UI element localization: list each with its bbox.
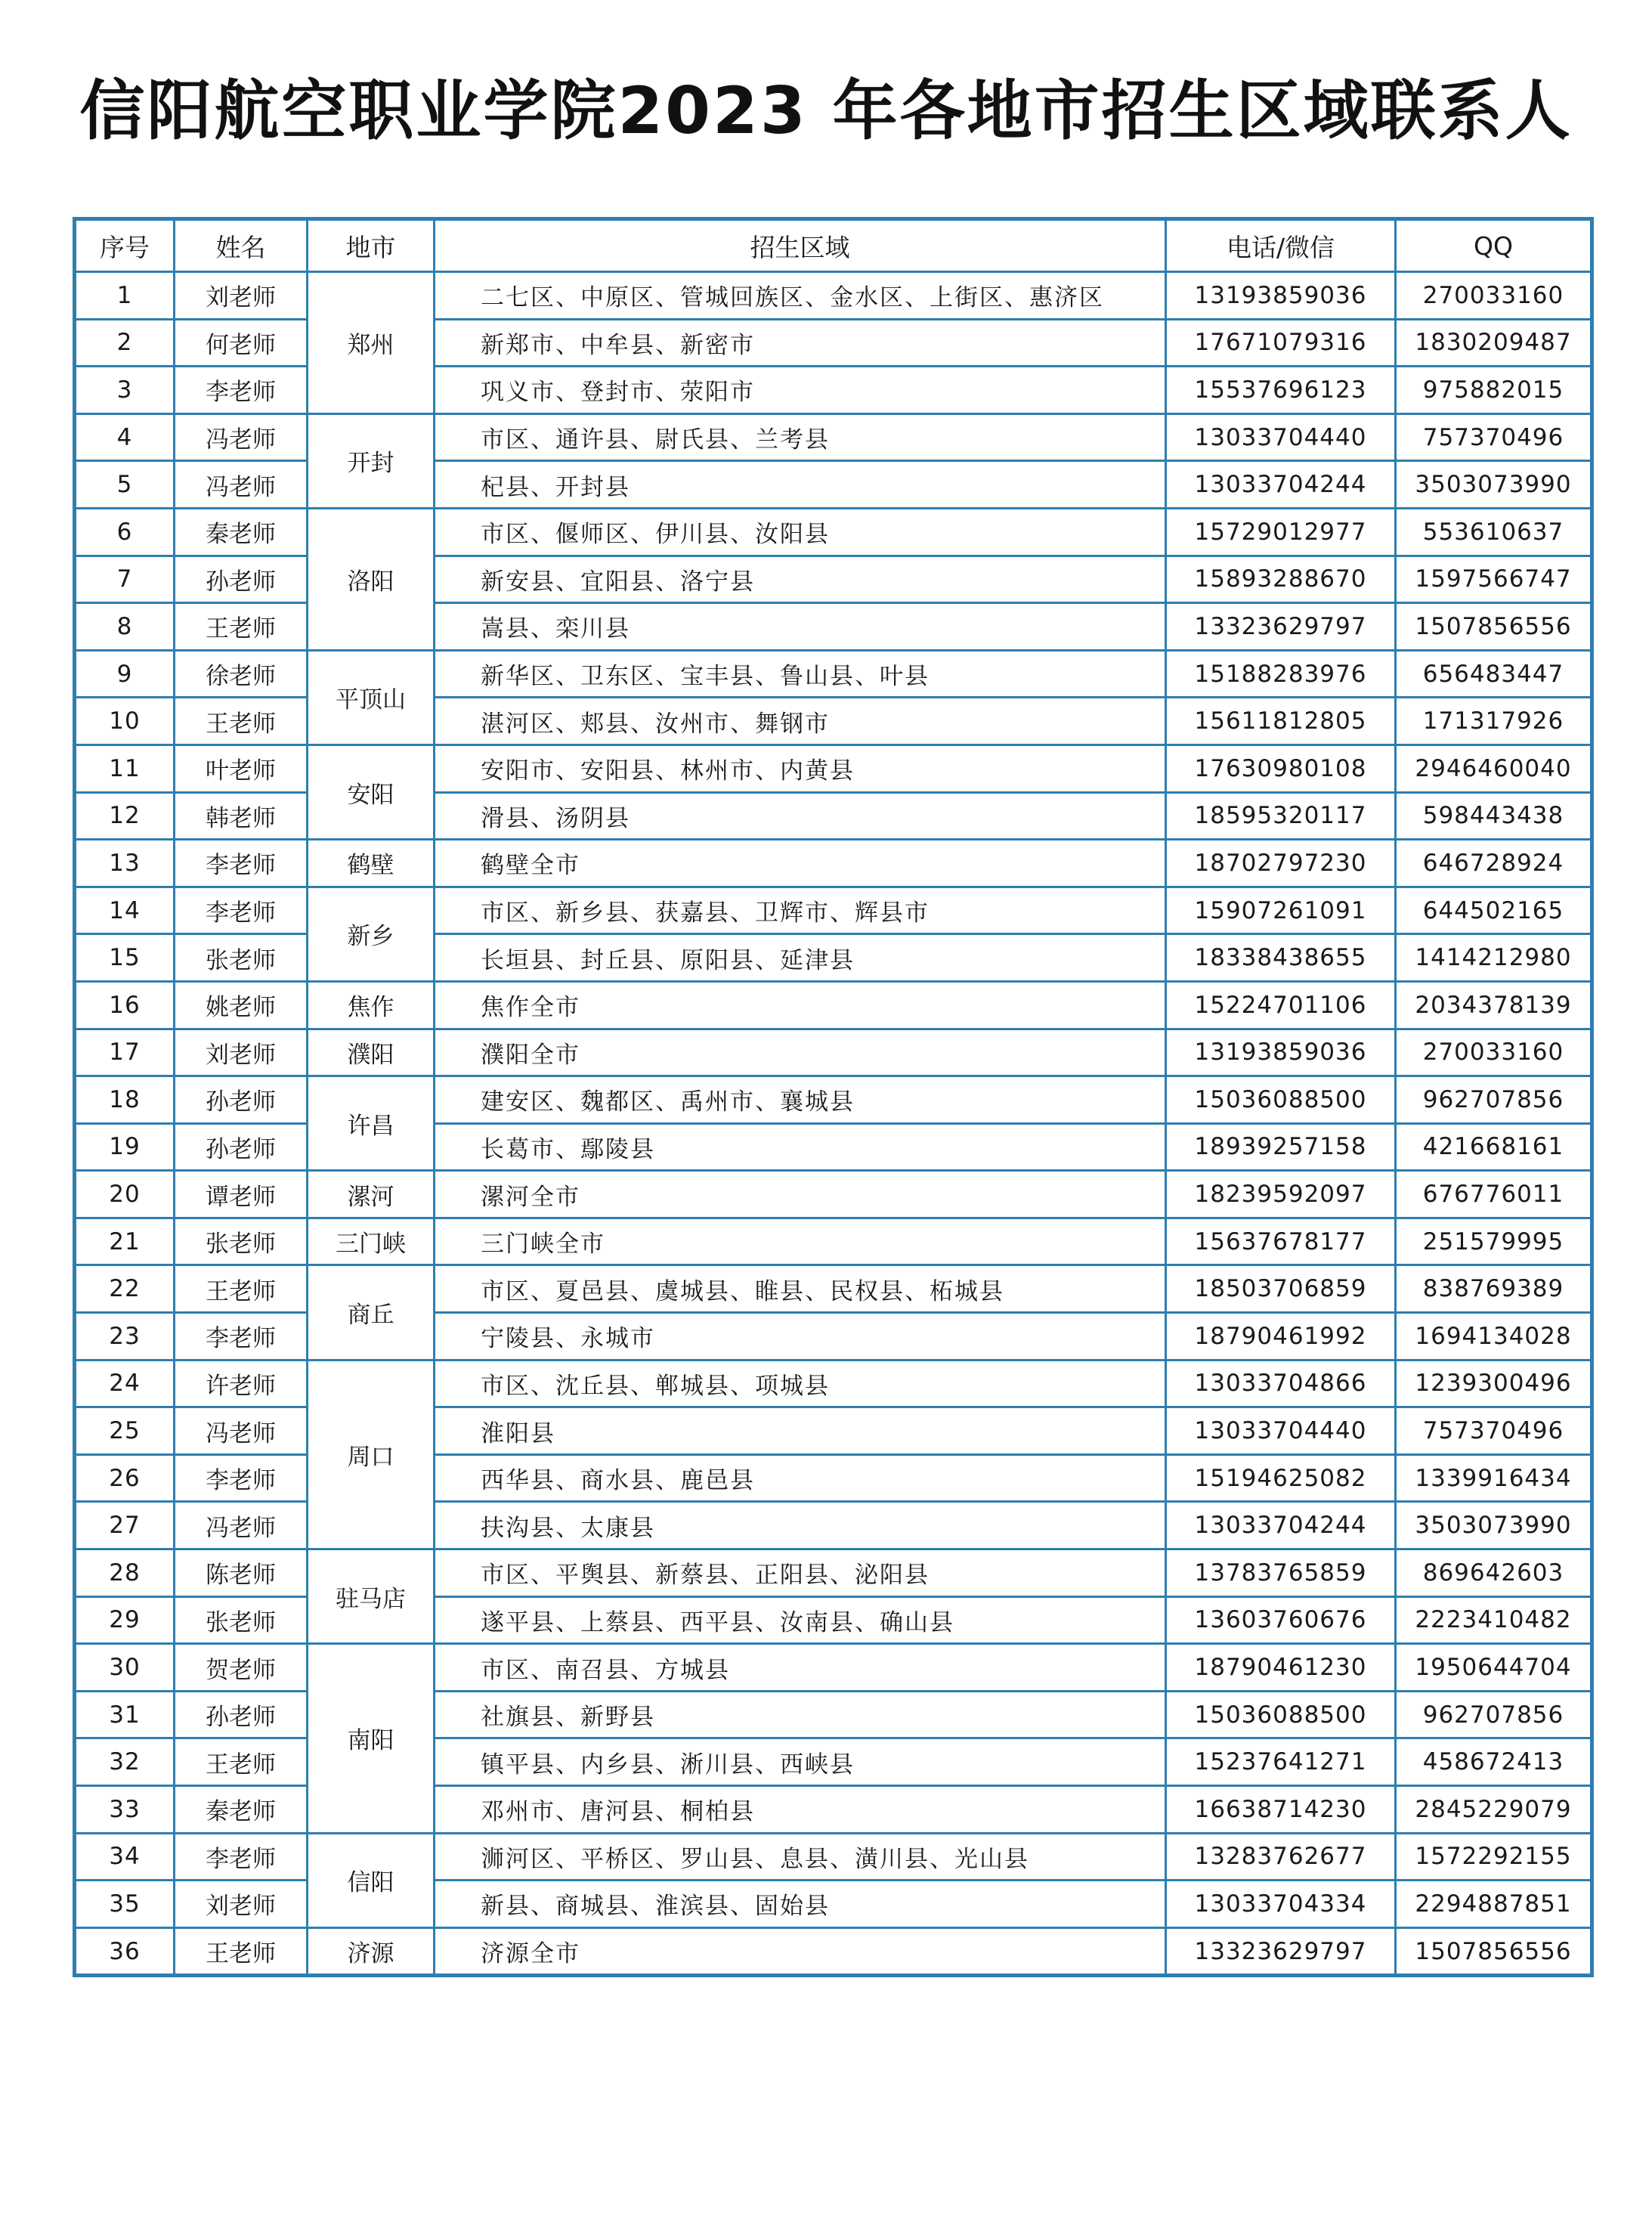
contact-name: 刘老师 xyxy=(175,1881,308,1928)
city-cell: 安阳 xyxy=(308,745,435,839)
table-row xyxy=(75,698,1592,745)
phone-wechat: 18790461992 xyxy=(1166,1313,1396,1361)
header-name: 姓名 xyxy=(175,219,308,272)
row-number: 31 xyxy=(75,1691,175,1738)
qq-number: 1572292155 xyxy=(1396,1833,1592,1881)
city-cell: 洛阳 xyxy=(308,508,435,650)
table-row xyxy=(75,1123,1592,1171)
row-number: 8 xyxy=(75,603,175,651)
header-no: 序号 xyxy=(75,219,175,272)
table-row xyxy=(75,1833,1592,1881)
header-phone: 电话/微信 xyxy=(1166,219,1396,272)
row-number: 22 xyxy=(75,1265,175,1313)
table-row xyxy=(75,1596,1592,1644)
phone-wechat: 13283762677 xyxy=(1166,1833,1396,1881)
qq-number: 757370496 xyxy=(1396,1407,1592,1455)
contact-name: 王老师 xyxy=(175,1265,308,1313)
contact-name: 何老师 xyxy=(175,319,308,367)
table-row xyxy=(75,887,1592,934)
qq-number: 2845229079 xyxy=(1396,1786,1592,1834)
table-row xyxy=(75,1171,1592,1218)
recruit-area: 长葛市、鄢陵县 xyxy=(435,1123,1166,1171)
contact-name: 冯老师 xyxy=(175,1502,308,1549)
table-row xyxy=(75,840,1592,887)
recruit-area: 扶沟县、太康县 xyxy=(435,1502,1166,1549)
contact-name: 姚老师 xyxy=(175,981,308,1029)
qq-number: 975882015 xyxy=(1396,367,1592,414)
city-cell: 驻马店 xyxy=(308,1549,435,1644)
qq-number: 251579995 xyxy=(1396,1218,1592,1265)
row-number: 3 xyxy=(75,367,175,414)
phone-wechat: 15237641271 xyxy=(1166,1738,1396,1786)
qq-number: 1694134028 xyxy=(1396,1313,1592,1361)
table-row xyxy=(75,1502,1592,1549)
contact-name: 叶老师 xyxy=(175,745,308,792)
contact-name: 张老师 xyxy=(175,1218,308,1265)
recruit-area: 西华县、商水县、鹿邑县 xyxy=(435,1454,1166,1502)
recruit-area: 长垣县、封丘县、原阳县、延津县 xyxy=(435,934,1166,982)
row-number: 2 xyxy=(75,319,175,367)
table-body xyxy=(75,272,1592,1976)
recruit-area: 新安县、宜阳县、洛宁县 xyxy=(435,556,1166,603)
qq-number: 1414212980 xyxy=(1396,934,1592,982)
table-row xyxy=(75,1218,1592,1265)
phone-wechat: 15188283976 xyxy=(1166,650,1396,698)
header-row xyxy=(75,219,1592,272)
contact-name: 陈老师 xyxy=(175,1549,308,1597)
recruit-area: 新县、商城县、淮滨县、固始县 xyxy=(435,1881,1166,1928)
recruit-area: 滑县、汤阴县 xyxy=(435,792,1166,840)
contact-name: 刘老师 xyxy=(175,1029,308,1076)
table-row xyxy=(75,1927,1592,1976)
contact-name: 李老师 xyxy=(175,840,308,887)
contact-name: 孙老师 xyxy=(175,1123,308,1171)
row-number: 35 xyxy=(75,1881,175,1928)
qq-number: 3503073990 xyxy=(1396,1502,1592,1549)
qq-number: 1239300496 xyxy=(1396,1360,1592,1407)
table-row xyxy=(75,1644,1592,1692)
phone-wechat: 16638714230 xyxy=(1166,1786,1396,1834)
table-row xyxy=(75,603,1592,651)
table-row xyxy=(75,1265,1592,1313)
city-cell: 开封 xyxy=(308,413,435,508)
phone-wechat: 18338438655 xyxy=(1166,934,1396,982)
city-cell: 新乡 xyxy=(308,887,435,981)
qq-number: 644502165 xyxy=(1396,887,1592,934)
contact-name: 刘老师 xyxy=(175,272,308,320)
phone-wechat: 13033704244 xyxy=(1166,461,1396,509)
recruit-area: 嵩县、栾川县 xyxy=(435,603,1166,651)
phone-wechat: 17671079316 xyxy=(1166,319,1396,367)
table-row xyxy=(75,1549,1592,1597)
recruit-area: 杞县、开封县 xyxy=(435,461,1166,509)
table-row xyxy=(75,1029,1592,1076)
qq-number: 869642603 xyxy=(1396,1549,1592,1597)
qq-number: 962707856 xyxy=(1396,1691,1592,1738)
recruit-area: 焦作全市 xyxy=(435,981,1166,1029)
recruit-area: 湛河区、郏县、汝州市、舞钢市 xyxy=(435,698,1166,745)
row-number: 12 xyxy=(75,792,175,840)
row-number: 19 xyxy=(75,1123,175,1171)
table-row xyxy=(75,319,1592,367)
recruit-area: 濮阳全市 xyxy=(435,1029,1166,1076)
contact-name: 王老师 xyxy=(175,1738,308,1786)
row-number: 23 xyxy=(75,1313,175,1361)
contact-name: 李老师 xyxy=(175,1833,308,1881)
qq-number: 421668161 xyxy=(1396,1123,1592,1171)
recruit-area: 市区、沈丘县、郸城县、项城县 xyxy=(435,1360,1166,1407)
contact-name: 秦老师 xyxy=(175,508,308,556)
table-row xyxy=(75,1786,1592,1834)
qq-number: 1507856556 xyxy=(1396,1927,1592,1976)
table-row xyxy=(75,272,1592,320)
phone-wechat: 13033704244 xyxy=(1166,1502,1396,1549)
table-row xyxy=(75,1691,1592,1738)
city-cell: 平顶山 xyxy=(308,650,435,745)
contact-name: 孙老师 xyxy=(175,1076,308,1124)
row-number: 14 xyxy=(75,887,175,934)
row-number: 34 xyxy=(75,1833,175,1881)
phone-wechat: 18790461230 xyxy=(1166,1644,1396,1692)
phone-wechat: 18939257158 xyxy=(1166,1123,1396,1171)
header-city: 地市 xyxy=(308,219,435,272)
recruit-area: 济源全市 xyxy=(435,1927,1166,1976)
city-cell: 南阳 xyxy=(308,1644,435,1833)
table-row xyxy=(75,413,1592,461)
contact-name: 李老师 xyxy=(175,1454,308,1502)
contact-name: 秦老师 xyxy=(175,1786,308,1834)
qq-number: 270033160 xyxy=(1396,272,1592,320)
qq-number: 553610637 xyxy=(1396,508,1592,556)
contacts-table xyxy=(73,217,1594,1977)
phone-wechat: 13603760676 xyxy=(1166,1596,1396,1644)
contact-name: 王老师 xyxy=(175,1927,308,1976)
recruit-area: 浉河区、平桥区、罗山县、息县、潢川县、光山县 xyxy=(435,1833,1166,1881)
page-title: 信阳航空职业学院2023 年各地市招生区域联系人 xyxy=(79,73,1573,149)
row-number: 7 xyxy=(75,556,175,603)
table-row xyxy=(75,367,1592,414)
table-row xyxy=(75,556,1592,603)
city-cell: 焦作 xyxy=(308,981,435,1029)
row-number: 27 xyxy=(75,1502,175,1549)
city-cell: 三门峡 xyxy=(308,1218,435,1265)
contact-name: 孙老师 xyxy=(175,556,308,603)
qq-number: 3503073990 xyxy=(1396,461,1592,509)
qq-number: 757370496 xyxy=(1396,413,1592,461)
contact-name: 王老师 xyxy=(175,603,308,651)
phone-wechat: 15036088500 xyxy=(1166,1691,1396,1738)
contact-name: 李老师 xyxy=(175,367,308,414)
phone-wechat: 13033704334 xyxy=(1166,1881,1396,1928)
phone-wechat: 15194625082 xyxy=(1166,1454,1396,1502)
contact-name: 许老师 xyxy=(175,1360,308,1407)
phone-wechat: 15637678177 xyxy=(1166,1218,1396,1265)
contact-name: 贺老师 xyxy=(175,1644,308,1692)
table-row xyxy=(75,1881,1592,1928)
row-number: 29 xyxy=(75,1596,175,1644)
row-number: 15 xyxy=(75,934,175,982)
qq-number: 1950644704 xyxy=(1396,1644,1592,1692)
table-row xyxy=(75,745,1592,792)
qq-number: 1507856556 xyxy=(1396,603,1592,651)
phone-wechat: 18239592097 xyxy=(1166,1171,1396,1218)
recruit-area: 遂平县、上蔡县、西平县、汝南县、确山县 xyxy=(435,1596,1166,1644)
recruit-area: 社旗县、新野县 xyxy=(435,1691,1166,1738)
header-qq: QQ xyxy=(1396,219,1592,272)
contact-name: 韩老师 xyxy=(175,792,308,840)
phone-wechat: 13033704440 xyxy=(1166,1407,1396,1455)
phone-wechat: 18702797230 xyxy=(1166,840,1396,887)
phone-wechat: 15893288670 xyxy=(1166,556,1396,603)
contact-name: 李老师 xyxy=(175,887,308,934)
contact-name: 李老师 xyxy=(175,1313,308,1361)
row-number: 30 xyxy=(75,1644,175,1692)
qq-number: 962707856 xyxy=(1396,1076,1592,1124)
row-number: 36 xyxy=(75,1927,175,1976)
recruit-area: 漯河全市 xyxy=(435,1171,1166,1218)
qq-number: 656483447 xyxy=(1396,650,1592,698)
contact-name: 冯老师 xyxy=(175,1407,308,1455)
city-cell: 周口 xyxy=(308,1360,435,1549)
city-cell: 郑州 xyxy=(308,272,435,414)
recruit-area: 邓州市、唐河县、桐柏县 xyxy=(435,1786,1166,1834)
phone-wechat: 13033704866 xyxy=(1166,1360,1396,1407)
recruit-area: 建安区、魏都区、禹州市、襄城县 xyxy=(435,1076,1166,1124)
phone-wechat: 15537696123 xyxy=(1166,367,1396,414)
header-area: 招生区域 xyxy=(435,219,1166,272)
row-number: 1 xyxy=(75,272,175,320)
qq-number: 270033160 xyxy=(1396,1029,1592,1076)
row-number: 18 xyxy=(75,1076,175,1124)
city-cell: 濮阳 xyxy=(308,1029,435,1076)
row-number: 4 xyxy=(75,413,175,461)
table-row xyxy=(75,1407,1592,1455)
row-number: 32 xyxy=(75,1738,175,1786)
contact-name: 王老师 xyxy=(175,698,308,745)
phone-wechat: 13193859036 xyxy=(1166,272,1396,320)
qq-number: 2034378139 xyxy=(1396,981,1592,1029)
recruit-area: 新华区、卫东区、宝丰县、鲁山县、叶县 xyxy=(435,650,1166,698)
city-cell: 信阳 xyxy=(308,1833,435,1927)
recruit-area: 鹤壁全市 xyxy=(435,840,1166,887)
qq-number: 458672413 xyxy=(1396,1738,1592,1786)
recruit-area: 宁陵县、永城市 xyxy=(435,1313,1166,1361)
contact-name: 张老师 xyxy=(175,1596,308,1644)
qq-number: 1597566747 xyxy=(1396,556,1592,603)
table-row xyxy=(75,508,1592,556)
row-number: 17 xyxy=(75,1029,175,1076)
recruit-area: 二七区、中原区、管城回族区、金水区、上街区、惠济区 xyxy=(435,272,1166,320)
recruit-area: 巩义市、登封市、荥阳市 xyxy=(435,367,1166,414)
phone-wechat: 13033704440 xyxy=(1166,413,1396,461)
table-row xyxy=(75,1360,1592,1407)
row-number: 16 xyxy=(75,981,175,1029)
row-number: 20 xyxy=(75,1171,175,1218)
phone-wechat: 13323629797 xyxy=(1166,603,1396,651)
contact-name: 谭老师 xyxy=(175,1171,308,1218)
phone-wechat: 15224701106 xyxy=(1166,981,1396,1029)
phone-wechat: 18595320117 xyxy=(1166,792,1396,840)
recruit-area: 新郑市、中牟县、新密市 xyxy=(435,319,1166,367)
phone-wechat: 13323629797 xyxy=(1166,1927,1396,1976)
contact-name: 张老师 xyxy=(175,934,308,982)
qq-number: 838769389 xyxy=(1396,1265,1592,1313)
phone-wechat: 13193859036 xyxy=(1166,1029,1396,1076)
phone-wechat: 18503706859 xyxy=(1166,1265,1396,1313)
row-number: 21 xyxy=(75,1218,175,1265)
table-row xyxy=(75,1313,1592,1361)
qq-number: 2223410482 xyxy=(1396,1596,1592,1644)
row-number: 33 xyxy=(75,1786,175,1834)
table-row xyxy=(75,1738,1592,1786)
row-number: 6 xyxy=(75,508,175,556)
recruit-area: 市区、新乡县、获嘉县、卫辉市、辉县市 xyxy=(435,887,1166,934)
recruit-area: 三门峡全市 xyxy=(435,1218,1166,1265)
phone-wechat: 13783765859 xyxy=(1166,1549,1396,1597)
city-cell: 济源 xyxy=(308,1927,435,1976)
row-number: 26 xyxy=(75,1454,175,1502)
recruit-area: 淮阳县 xyxy=(435,1407,1166,1455)
qq-number: 676776011 xyxy=(1396,1171,1592,1218)
city-cell: 许昌 xyxy=(308,1076,435,1171)
recruit-area: 市区、平舆县、新蔡县、正阳县、泌阳县 xyxy=(435,1549,1166,1597)
city-cell: 商丘 xyxy=(308,1265,435,1360)
row-number: 25 xyxy=(75,1407,175,1455)
qq-number: 646728924 xyxy=(1396,840,1592,887)
qq-number: 2946460040 xyxy=(1396,745,1592,792)
row-number: 24 xyxy=(75,1360,175,1407)
recruit-area: 市区、偃师区、伊川县、汝阳县 xyxy=(435,508,1166,556)
contact-name: 冯老师 xyxy=(175,461,308,509)
recruit-area: 市区、南召县、方城县 xyxy=(435,1644,1166,1692)
qq-number: 1830209487 xyxy=(1396,319,1592,367)
phone-wechat: 17630980108 xyxy=(1166,745,1396,792)
row-number: 5 xyxy=(75,461,175,509)
phone-wechat: 15036088500 xyxy=(1166,1076,1396,1124)
city-cell: 鹤壁 xyxy=(308,840,435,887)
phone-wechat: 15611812805 xyxy=(1166,698,1396,745)
table-row xyxy=(75,934,1592,982)
qq-number: 598443438 xyxy=(1396,792,1592,840)
table-row xyxy=(75,461,1592,509)
table-row xyxy=(75,792,1592,840)
recruit-area: 镇平县、内乡县、淅川县、西峡县 xyxy=(435,1738,1166,1786)
qq-number: 171317926 xyxy=(1396,698,1592,745)
city-cell: 漯河 xyxy=(308,1171,435,1218)
row-number: 9 xyxy=(75,650,175,698)
contact-name: 孙老师 xyxy=(175,1691,308,1738)
phone-wechat: 15907261091 xyxy=(1166,887,1396,934)
row-number: 28 xyxy=(75,1549,175,1597)
contact-name: 徐老师 xyxy=(175,650,308,698)
table-row xyxy=(75,1454,1592,1502)
recruit-area: 安阳市、安阳县、林州市、内黄县 xyxy=(435,745,1166,792)
recruit-area: 市区、夏邑县、虞城县、睢县、民权县、柘城县 xyxy=(435,1265,1166,1313)
row-number: 13 xyxy=(75,840,175,887)
contact-name: 冯老师 xyxy=(175,413,308,461)
qq-number: 1339916434 xyxy=(1396,1454,1592,1502)
table-row xyxy=(75,650,1592,698)
qq-number: 2294887851 xyxy=(1396,1881,1592,1928)
row-number: 11 xyxy=(75,745,175,792)
table-row xyxy=(75,981,1592,1029)
phone-wechat: 15729012977 xyxy=(1166,508,1396,556)
row-number: 10 xyxy=(75,698,175,745)
recruit-area: 市区、通许县、尉氏县、兰考县 xyxy=(435,413,1166,461)
table-row xyxy=(75,1076,1592,1124)
